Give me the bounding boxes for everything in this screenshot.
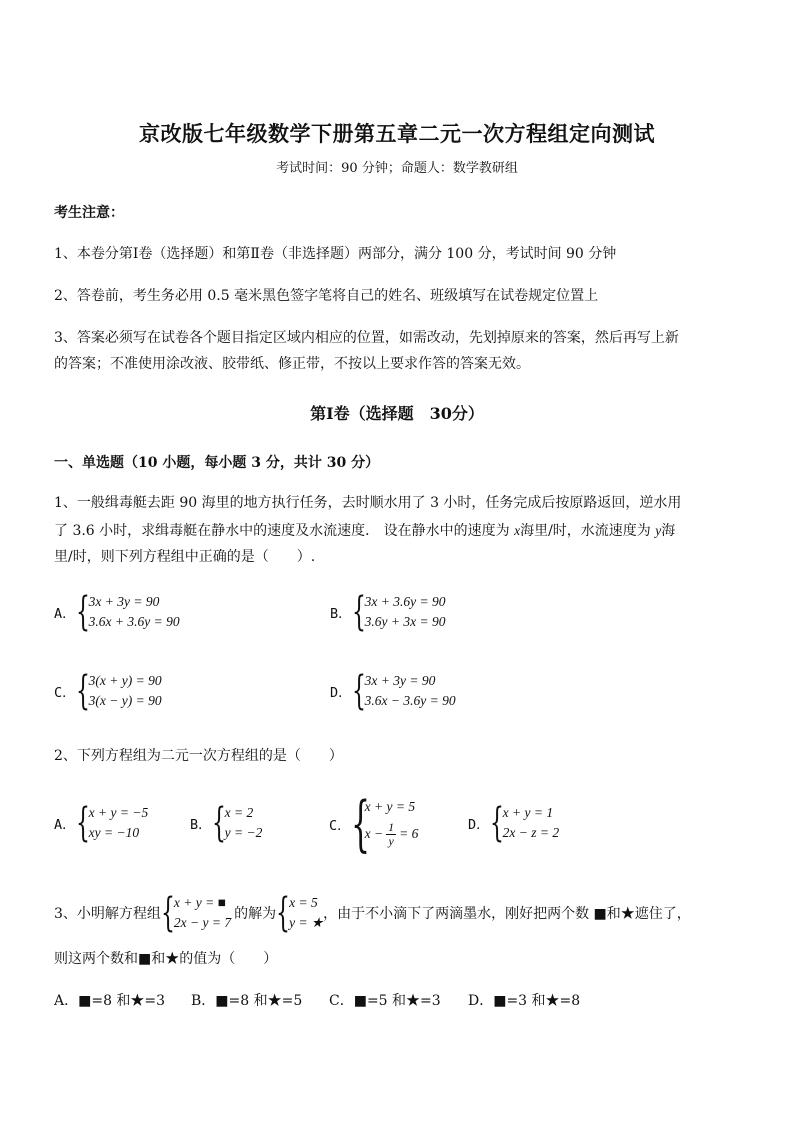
q1-option-c[interactable] — [54, 668, 162, 714]
q3-stem-line2: 则这两个数和■和★的值为（ ） — [54, 951, 278, 967]
equation-part: x − — [364, 826, 384, 841]
brace-icon: { — [75, 800, 90, 846]
equation: x + y = 5 — [364, 799, 416, 814]
notice-heading: 考生注意： — [54, 205, 124, 221]
notice-item-2: 2、答卷前，考生务必用 0.5 毫米黑色签字笔将自己的姓名、班级填写在试卷规定位置上 — [54, 288, 599, 304]
q1-stem-line2 — [54, 520, 675, 540]
option-label: B． — [330, 606, 352, 622]
option-label: B． — [190, 817, 212, 833]
q3-text-b: 的解为 — [234, 906, 277, 922]
brace-icon: { — [160, 890, 175, 936]
fraction-numerator: 1 — [388, 820, 395, 835]
q2-option-c[interactable] — [329, 789, 419, 859]
fraction — [386, 821, 396, 848]
equation: 2x − y = 7 — [173, 915, 232, 930]
exam-info: 考试时间：90 分钟；命题人：数学教研组 — [276, 161, 518, 176]
equation: 2x − z = 2 — [502, 825, 560, 840]
q1-text-b: 海里/时，水流速度为 — [520, 523, 656, 539]
q3-text-c: ，由于不小滴下了两滴墨水，刚好把两个数 ■和★遮住了， — [323, 906, 691, 922]
q3-option-b[interactable]: B．■=8 和★=5 — [191, 993, 303, 1009]
q3-text-a: 3、小明解方程组 — [54, 906, 161, 922]
brace-icon: { — [75, 589, 90, 635]
q2-option-d[interactable] — [468, 800, 560, 846]
equation: 3.6y + 3x = 90 — [364, 614, 446, 629]
equation: 3x + 3y = 90 — [88, 594, 160, 609]
q1-stem-line3: 里/时，则下列方程组中正确的是（ ）. — [54, 549, 316, 565]
equation: x = 5 — [289, 895, 318, 910]
option-label: A． — [54, 817, 76, 833]
equation: x + y = 1 — [502, 805, 554, 820]
equation: 3.6x − 3.6y = 90 — [364, 693, 456, 708]
q1-stem-line1: 1、一般缉毒艇去距 90 海里的地方执行任务，去时顺水用了 3 小时，任务完成后按原路返回，逆水用 — [54, 495, 682, 511]
brace-icon: { — [75, 668, 90, 714]
equation: y = −2 — [224, 825, 263, 840]
q1-var-x: x — [514, 523, 521, 538]
equation: y = ★ — [289, 915, 324, 930]
option-label: D． — [330, 685, 352, 701]
equation: x + y = ■ — [173, 895, 226, 910]
fraction-denominator: y — [388, 834, 394, 849]
notice-item-3-line1: 3、答案必须写在试卷各个题目指定区域内相应的位置，如需改动，先划掉原来的答案，然后再写上新 — [54, 330, 679, 346]
brace-icon: { — [350, 789, 370, 859]
option-label: C． — [329, 818, 351, 834]
notice-item-1: 1、本卷分第Ⅰ卷（选择题）和第Ⅱ卷（非选择题）两部分，满分 100 分，考试时间 90 分钟 — [54, 246, 617, 262]
brace-icon: { — [489, 800, 504, 846]
equation: 3x + 3.6y = 90 — [364, 594, 446, 609]
option-label: C． — [54, 685, 76, 701]
equation: x = 2 — [224, 805, 254, 820]
q1-text-c: 海 — [661, 523, 676, 539]
section-heading: 一、单选题（10 小题，每小题 3 分，共计 30 分） — [54, 455, 380, 471]
equation: 3(x − y) = 90 — [88, 693, 162, 708]
q3-option-c[interactable]: C．■=5 和★=3 — [329, 993, 441, 1009]
brace-icon: { — [211, 800, 226, 846]
equation: 3x + 3y = 90 — [364, 673, 436, 688]
equation: 3(x + y) = 90 — [88, 673, 162, 688]
q2-option-b[interactable] — [190, 800, 263, 846]
notice-item-3-line2: 的答案；不准使用涂改液、胶带纸、修正带，不按以上要求作答的答案无效。 — [54, 356, 530, 372]
q3-option-a[interactable]: A．■=8 和★=3 — [54, 993, 166, 1009]
brace-icon: { — [351, 668, 366, 714]
equation: xy = −10 — [88, 825, 140, 840]
brace-icon: { — [351, 589, 366, 635]
q3-option-d[interactable]: D．■=3 和★=8 — [468, 993, 581, 1009]
q1-option-b[interactable] — [330, 589, 446, 635]
part-title: 第Ⅰ卷（选择题 30分） — [310, 404, 484, 423]
q3-stem-line1 — [54, 890, 691, 936]
equation-part: = 6 — [399, 826, 419, 841]
equation — [365, 817, 419, 851]
q1-text-a: 了 3.6 小时，求缉毒艇在静水中的速度及水流速度． 设在静水中的速度为 — [54, 523, 515, 539]
q1-option-a[interactable] — [54, 589, 180, 635]
brace-icon: { — [276, 890, 291, 936]
q1-var-y: y — [655, 523, 662, 538]
q2-stem: 2、下列方程组为二元一次方程组的是（ ） — [54, 748, 343, 764]
equation: x + y = −5 — [88, 805, 149, 820]
option-label: A． — [54, 606, 76, 622]
option-label: D． — [468, 817, 490, 833]
equation: 3.6x + 3.6y = 90 — [88, 614, 180, 629]
document-title: 京改版七年级数学下册第五章二元一次方程组定向测试 — [139, 121, 655, 146]
q1-option-d[interactable] — [330, 668, 456, 714]
q2-option-a[interactable] — [54, 800, 149, 846]
